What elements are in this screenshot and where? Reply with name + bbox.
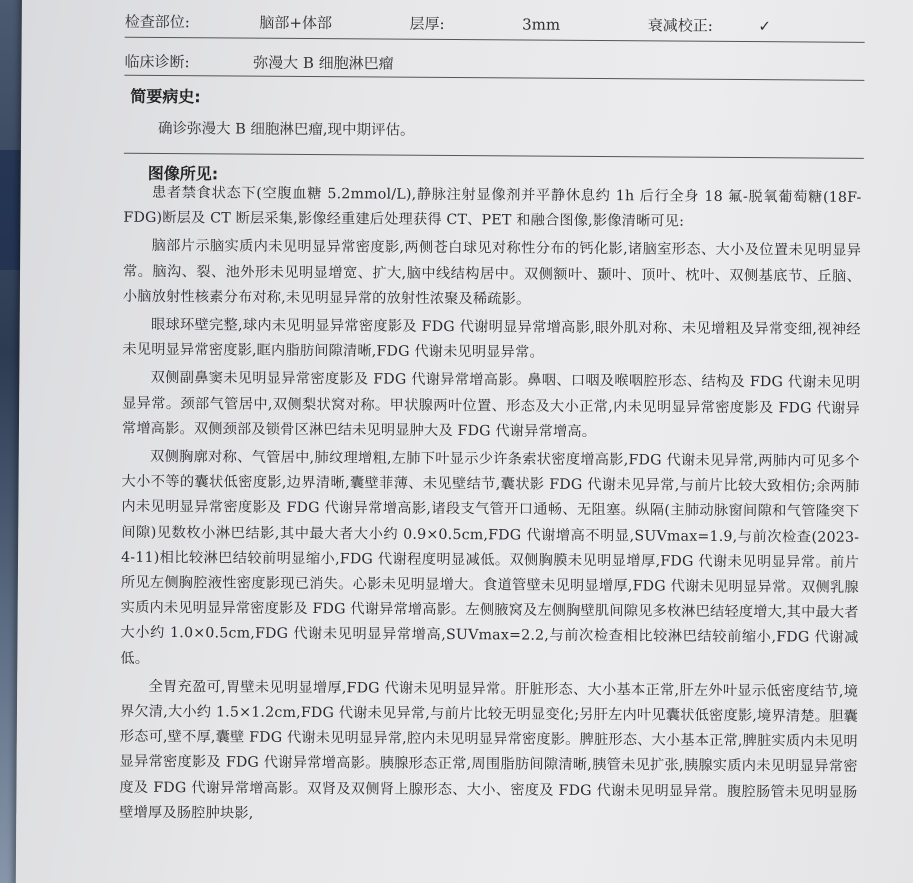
- exam-site-label: 检查部位:: [124, 12, 190, 32]
- history-heading: 简要病史:: [130, 86, 201, 107]
- exam-info-row: [125, 11, 771, 37]
- findings-paragraph-abdomen: 全胃充盈可,胃壁未见明显增厚,FDG 代谢未见明显异常。肝脏形态、大小基本正常,肝左外叶显示低密度结节,境界欠清,大小约 1.5×1.2cm,FDG 代谢未见异常,与前片比较无明显变化;另肝左内叶见囊状低密度影,境界清楚。胆囊形态可,壁不厚,囊壁 FDG 代谢未见明显异常,腔内未见明显异常密度影。脾脏形态、大小基本正常,脾脏实质内未见明显异常密度影及 FDG 代谢异常增高影。胰腺形态正常,周围脂肪间隙清晰,胰管未见扩张,胰腺实质内未见明显异常密度及 FDG 代谢异常增高影。双肾及双侧肾上腺形态、大小、密度及 FDG 代谢未见明显异常。腹腔肠管未见明显肠壁增厚及肠腔肿块影,: [119, 678, 859, 822]
- thickness-label: 层厚:: [409, 14, 445, 33]
- divider: [124, 153, 864, 159]
- report-sheet: [16, 0, 913, 883]
- attenuation-check: ✓: [758, 17, 771, 36]
- findings-heading: 图像所见:: [147, 163, 219, 184]
- findings-paragraph-chest: 双侧胸廓对称、气管居中,肺纹理增粗,左肺下叶显示少许条索状密度增高影,FDG 代谢未见异常,两肺内可见多个大小不等的囊状低密度影,边界清晰,囊壁菲薄、未见壁结节,囊状影 FDG 代谢未见异常,与前片比较大致相仿;余两肺内未见明显异常密度影及 FDG 代谢异常增高影,诸段支气管开口通畅、无阻塞。纵隔(主肺动脉窗间隙和气管隆突下间隙)见数枚小淋巴结影,其中最大者大小约 0.9×0.5cm,FDG 代谢增高不明显,SUVmax=1.9,与前次检查(2023-4-11)相比较淋巴结较前明显缩小,FDG 代谢程度明显减低。双侧胸膜未见明显增厚,FDG 代谢未见明显异常。前片所见左侧胸腔液性密度影现已消失。心影未见明显增大。食道管壁未见明显增厚,FDG 代谢未见明显异常。双侧乳腺实质内未见明显异常密度影及 FDG 代谢异常增高影。左侧腋窝及左侧胸壁肌间隙见多枚淋巴结轻度增大,其中最大者大小约 1.0×0.5cm,FDG 代谢未见明显异常增高,SUVmax=2.2,与前次检查相比较淋巴结较前缩小,FDG 代谢减低。: [120, 448, 860, 667]
- attenuation-label: 衰减校正:: [647, 16, 713, 35]
- diagnosis-value: 弥漫大 B 细胞淋巴瘤: [253, 53, 394, 73]
- diagnosis-label: 临床诊断:: [124, 52, 190, 72]
- divider: [124, 75, 864, 81]
- findings-body: [119, 181, 862, 834]
- exam-site-value: 脑部+体部: [259, 13, 333, 33]
- findings-paragraph-head-neck: 双侧副鼻窦未见明显异常密度影及 FDG 代谢异常增高影。鼻咽、口咽及喉咽腔形态、结构及 FDG 代谢未见明显异常。颈部气管居中,双侧梨状窝对称。甲状腺两叶位置、形态及大小正常,内未见明显异常密度影及 FDG 代谢异常增高影。双侧颈部及锁骨区淋巴结未见明显肿大及 FDG 代谢异常增高。: [121, 370, 861, 440]
- findings-paragraph-general: 患者禁食状态下(空腹血糖 5.2mmol/L),静脉注射显像剂并平静休息约 1h 后行全身 18 氟-脱氧葡萄糖(18F-FDG)断层及 CT 断层采集,影像经重建后处理获得 CT、PET 和融合图像,影像清晰可见:: [123, 184, 862, 230]
- diagnosis-row: [124, 51, 393, 74]
- history-text: 确诊弥漫大 B 细胞淋巴瘤,现中期评估。: [157, 120, 415, 139]
- thickness-value: 3mm: [522, 15, 561, 34]
- findings-paragraph-eyes: 眼球环壁完整,球内未见明显异常密度影及 FDG 代谢明显异常增高影,眼外肌对称、未见增粗及异常变细,视神经未见明显异常密度影,眶内脂肪间隙清晰,FDG 代谢未见明显异常。: [122, 316, 861, 361]
- divider: [125, 37, 865, 43]
- findings-paragraph-brain: 脑部片示脑实质内未见明显异常密度影,两侧苍白球见对称性分布的钙化影,诸脑室形态、大小及位置未见明显异常。脑沟、裂、池外形未见明显增宽、扩大,脑中线结构居中。双侧额叶、颞叶、顶叶、枕叶、双侧基底节、丘脑、小脑放射性核素分布对称,未见明显异常的放射性浓聚及稀疏影。: [122, 238, 862, 308]
